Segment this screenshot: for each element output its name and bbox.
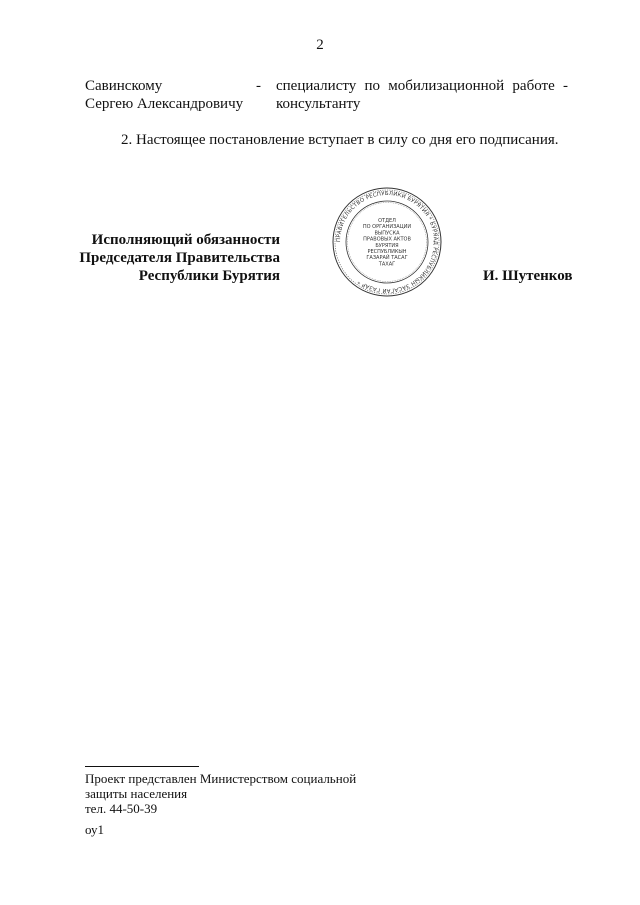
stamp-center-line: ПРАВОВЫХ АКТОВ — [363, 236, 411, 243]
assignee-name-line1: Савинскому — [85, 78, 163, 94]
assignee-position-line1: специалисту по мобилизационной работе - — [276, 78, 568, 94]
stamp-center-line: РЕСПУБЛИКЫН — [367, 249, 407, 255]
footer-line1: Проект представлен Министерством социальной — [85, 771, 357, 786]
signer-title — [60, 231, 280, 285]
stamp-center-line: ТАХАГ — [378, 261, 396, 268]
signer-title-line3: Республики Бурятия — [138, 268, 280, 284]
stamp-center-line: ВЫПУСКА — [374, 230, 400, 237]
official-seal-stamp — [331, 186, 443, 298]
clause-2: 2. Настоящее постановление вступает в силу со дня его подписания. — [121, 132, 559, 148]
stamp-ring-text: ПРАВИТЕЛЬСТВО РЕСПУБЛИКИ БУРЯТИЯ * БУРЯАД РЕСПУБЛИКЫН ЗАСАГАЙ ГАЗАР * — [335, 190, 439, 294]
signer-title-line2: Председателя Правительства — [79, 250, 280, 266]
assignee-position-line2: консультанту — [276, 96, 361, 112]
assignee-name-line2: Сергею Александровичу — [85, 96, 244, 112]
footer-line2: защиты населения — [85, 786, 188, 801]
stamp-center-line: ГАЗАРАЙ ТАСАГ — [366, 255, 408, 262]
footer-divider — [85, 766, 199, 767]
document-code: оу1 — [85, 822, 105, 837]
signer-title-line1: Исполняющий обязанности — [91, 232, 280, 248]
footer-phone: тел. 44-50-39 — [85, 801, 158, 816]
signer-name: И. Шутенков — [483, 268, 573, 284]
assignment-dash: - — [256, 78, 261, 94]
stamp-center-line: БУРЯТИЯ — [375, 242, 399, 249]
page-number: 2 — [316, 37, 324, 53]
stamp-center-line: ОТДЕЛ — [378, 218, 396, 224]
stamp-center-line: ПО ОРГАНИЗАЦИИ — [362, 224, 412, 231]
